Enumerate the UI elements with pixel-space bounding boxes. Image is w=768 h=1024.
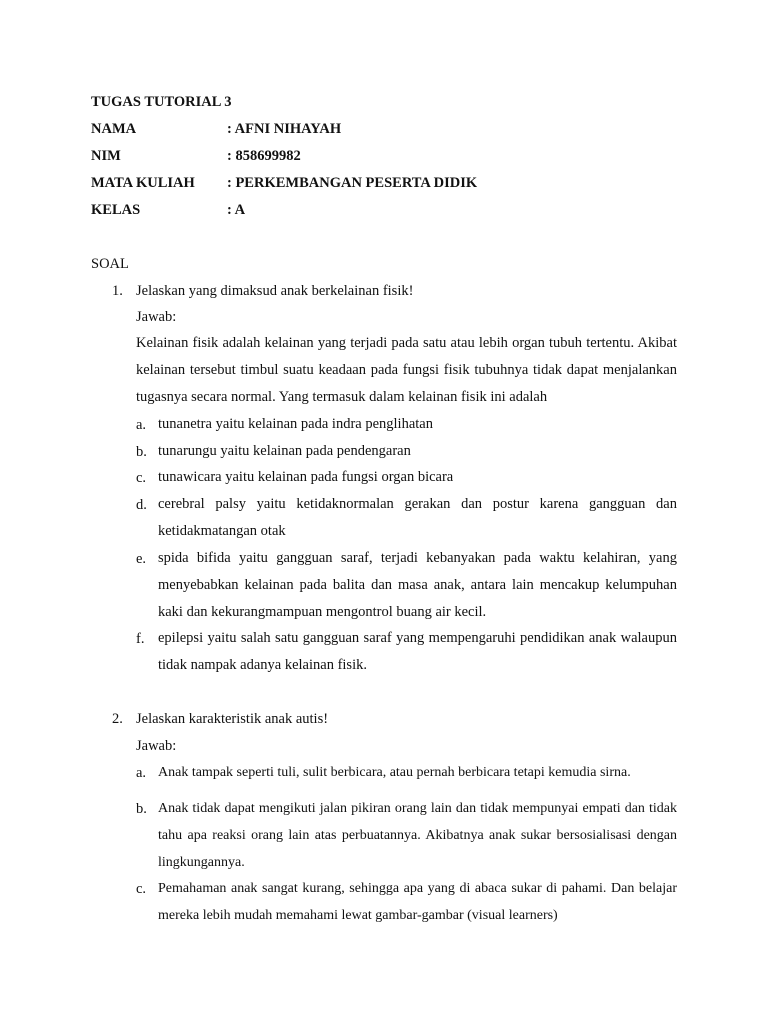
list-item: tunawicara yaitu kelainan pada fungsi organ bicara [158,469,454,485]
answer-intro: Kelainan fisik adalah kelainan yang terjadi pada satu atau lebih organ tubuh tertentu. Akibat kelainan tersebut timbul suatu keadaan pada fungsi fisik tubuhnya tidak dapat menjalankan tugasnya secara normal. Yang termasuk dalam kelainan fisik ini adalah [136,335,677,405]
header-label: NAMA [91,121,137,137]
list-item: Anak tidak dapat mengikuti jalan pikiran orang lain dan tidak mempunyai empati dan tidak tahu apa reaksi orang lain atas perbuatannya. Akibatnya anak sukar bersosialisasi dengan lingkungannya. [158,801,677,870]
header-value: : PERKEMBANGAN PESERTA DIDIK [227,175,478,191]
question-text: Jelaskan yang dimaksud anak berkelainan fisik! [136,283,414,299]
header-row-kelas [91,201,245,219]
list-marker: c. [136,470,147,486]
list-item: Anak tampak seperti tuli, sulit berbicara, atau pernah berbicara tetapi kemudia sirna. [158,765,631,780]
header-value: : 858699982 [227,148,301,164]
header-value: : AFNI NIHAYAH [227,121,342,137]
list-marker: f. [136,631,145,647]
question-number: 1. [112,283,123,299]
title-text: TUGAS TUTORIAL 3 [91,94,232,110]
document-title [91,93,231,111]
header-value: : A [227,202,246,218]
list-marker: b. [136,801,147,817]
list-marker: c. [136,881,147,897]
answer-label: Jawab: [136,738,177,754]
list-item: spida bifida yaitu gangguan saraf, terjadi kebanyakan pada waktu kelahiran, yang menyebabkan kelainan pada balita dan masa anak, antara lain mencakup kelumpuhan kaki dan kekurangmampuan mengontrol buang air kecil. [158,550,677,620]
list-marker: e. [136,551,147,567]
header-row-nama [91,120,341,138]
list-marker: d. [136,497,147,513]
answer-label: Jawab: [136,309,177,325]
list-item: Pemahaman anak sangat kurang, sehingga apa yang di abaca sukar di pahami. Dan belajar mereka lebih mudah memahami lewat gambar-gambar (visual learners) [158,881,677,923]
question-number: 2. [112,711,123,727]
list-item: tunanetra yaitu kelainan pada indra penglihatan [158,416,433,432]
header-row-nim [91,147,301,165]
list-item: epilepsi yaitu salah satu gangguan saraf yang mempengaruhi pendidikan anak walaupun tidak nampak adanya kelainan fisik. [158,630,677,673]
header-label: MATA KULIAH [91,175,195,191]
question-text: Jelaskan karakteristik anak autis! [136,711,329,727]
soal-heading: SOAL [91,256,129,272]
list-marker: b. [136,444,147,460]
header-row-mata-kuliah [91,174,477,192]
list-item: cerebral palsy yaitu ketidaknormalan gerakan dan postur karena gangguan dan ketidakmatangan otak [158,496,677,539]
header-label: KELAS [91,202,141,218]
list-item: tunarungu yaitu kelainan pada pendengaran [158,443,411,459]
list-marker: a. [136,417,147,433]
list-marker: a. [136,765,147,781]
header-label: NIM [91,148,121,164]
